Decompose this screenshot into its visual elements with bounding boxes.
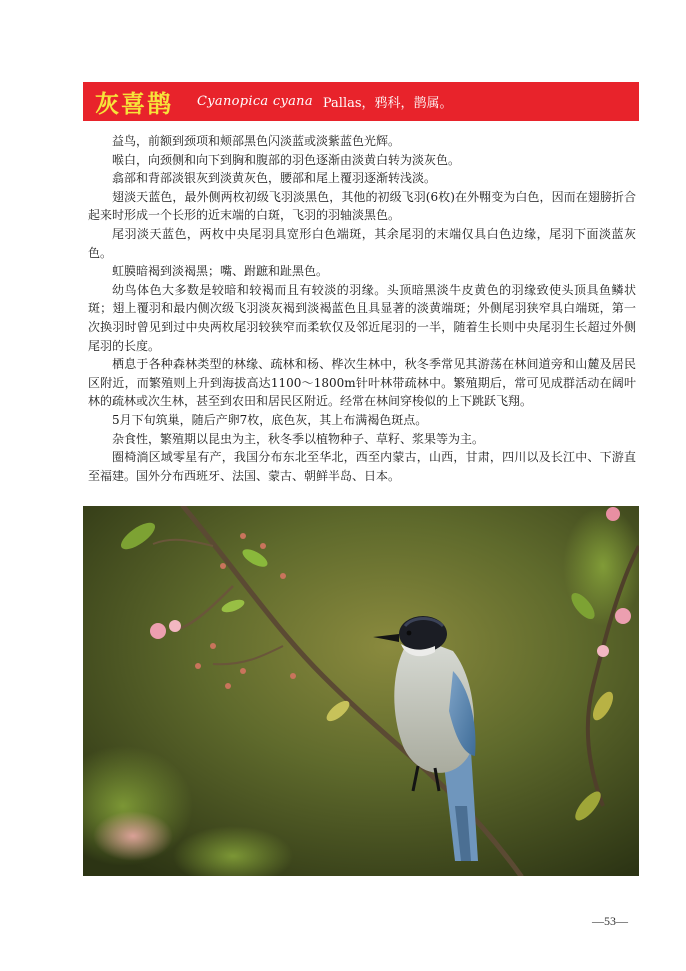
- species-title-bar: [83, 82, 639, 121]
- paragraph-throat: 喉白，向颈侧和向下到胸和腹部的羽色逐渐由淡黄白转为淡灰色。: [112, 152, 461, 167]
- paragraph-distribution: 圈椅淌区域零星有产，我国分布东北至华北，西至内蒙古，山西，甘肃，四川以及长江中、下游直至福建。国外分布西班牙、法国、蒙古、朝鲜半岛、日本。: [88, 450, 636, 483]
- blossom: [606, 507, 620, 521]
- paragraph-diet: 杂食性，繁殖期以昆虫为主，秋冬季以植物种子、草籽、浆果等为主。: [112, 431, 485, 446]
- paragraph-juvenile: 幼鸟体色大多数是较暗和较褐而且有较淡的羽缘。头顶暗黑淡牛皮黄色的羽缘致使头顶具鱼鳞状斑；翅上覆羽和最内侧次级飞羽淡灰褐到淡褐蓝色且具显著的淡黄端斑；外侧尾羽狭窄具白端斑，第一次换羽时曾见到过中央两枚尾羽较狭窄而柔软仅及邻近尾羽的一半，随着生长则中央尾羽生长超过外侧尾羽的长度。: [88, 282, 636, 353]
- bird-eye: [407, 631, 412, 636]
- bokeh-pink-left: [93, 811, 173, 861]
- bud: [195, 663, 201, 669]
- paragraph-habitat: 栖息于各种森林类型的林缘、疏林和杨、桦次生林中，秋冬季常见其游荡在林间道旁和山麓及居民区附近，而繁殖则上升到海拔高达1100～1800m针叶林带疏林中。繁殖期后，常可见成群活动在阔叶林的疏林或次生林，甚至到农田和居民区附近。经常在林间穿梭似的上下跳跃飞翔。: [88, 357, 636, 409]
- bud: [225, 683, 231, 689]
- paragraph-iris: 虹膜暗褐到淡褐黑；嘴、跗蹠和趾黑色。: [112, 264, 329, 279]
- page-number: —53—: [592, 914, 628, 928]
- family-genus: 鸦科，鹊属。: [374, 96, 453, 111]
- species-name-zh: 灰喜鹊: [95, 90, 173, 118]
- bird-head: [399, 616, 447, 652]
- bud: [290, 673, 296, 679]
- paragraph-back: 翕部和背部淡银灰到淡黄灰色，腰部和尾上覆羽逐渐转浅淡。: [112, 171, 437, 186]
- paragraph-wing: 翅淡天蓝色，最外侧两枚初级飞羽淡黑色，其他的初级飞羽(6枚)在外翈变为白色，因而在翅膀折合起来时形成一个长形的近末端的白斑，飞羽的羽轴淡黑色。: [88, 189, 636, 223]
- paragraph-head: 益鸟，前额到颈项和颊部黑色闪淡蓝或淡紫蓝色光辉。: [112, 134, 401, 148]
- bud: [220, 563, 226, 569]
- paragraph-tail: 尾羽淡天蓝色，两枚中央尾羽具宽形白色端斑，其余尾羽的末端仅具白色边缘，尾羽下面淡蓝灰色。: [88, 226, 636, 260]
- bird-photo: [83, 506, 639, 876]
- blossom: [615, 608, 631, 624]
- authority: Pallas，: [322, 96, 375, 111]
- bud: [210, 643, 216, 649]
- species-description: [88, 132, 636, 485]
- blossom: [169, 620, 181, 632]
- bud: [260, 543, 266, 549]
- bud: [280, 573, 286, 579]
- blossom: [597, 645, 609, 657]
- blossom: [150, 623, 166, 639]
- bud: [240, 668, 246, 674]
- bud: [240, 533, 246, 539]
- scientific-name: Cyanopica cyana: [197, 94, 313, 109]
- paragraph-breeding: 5月下旬筑巢，随后产卵7枚，底色灰，其上布满褐色斑点。: [112, 412, 428, 427]
